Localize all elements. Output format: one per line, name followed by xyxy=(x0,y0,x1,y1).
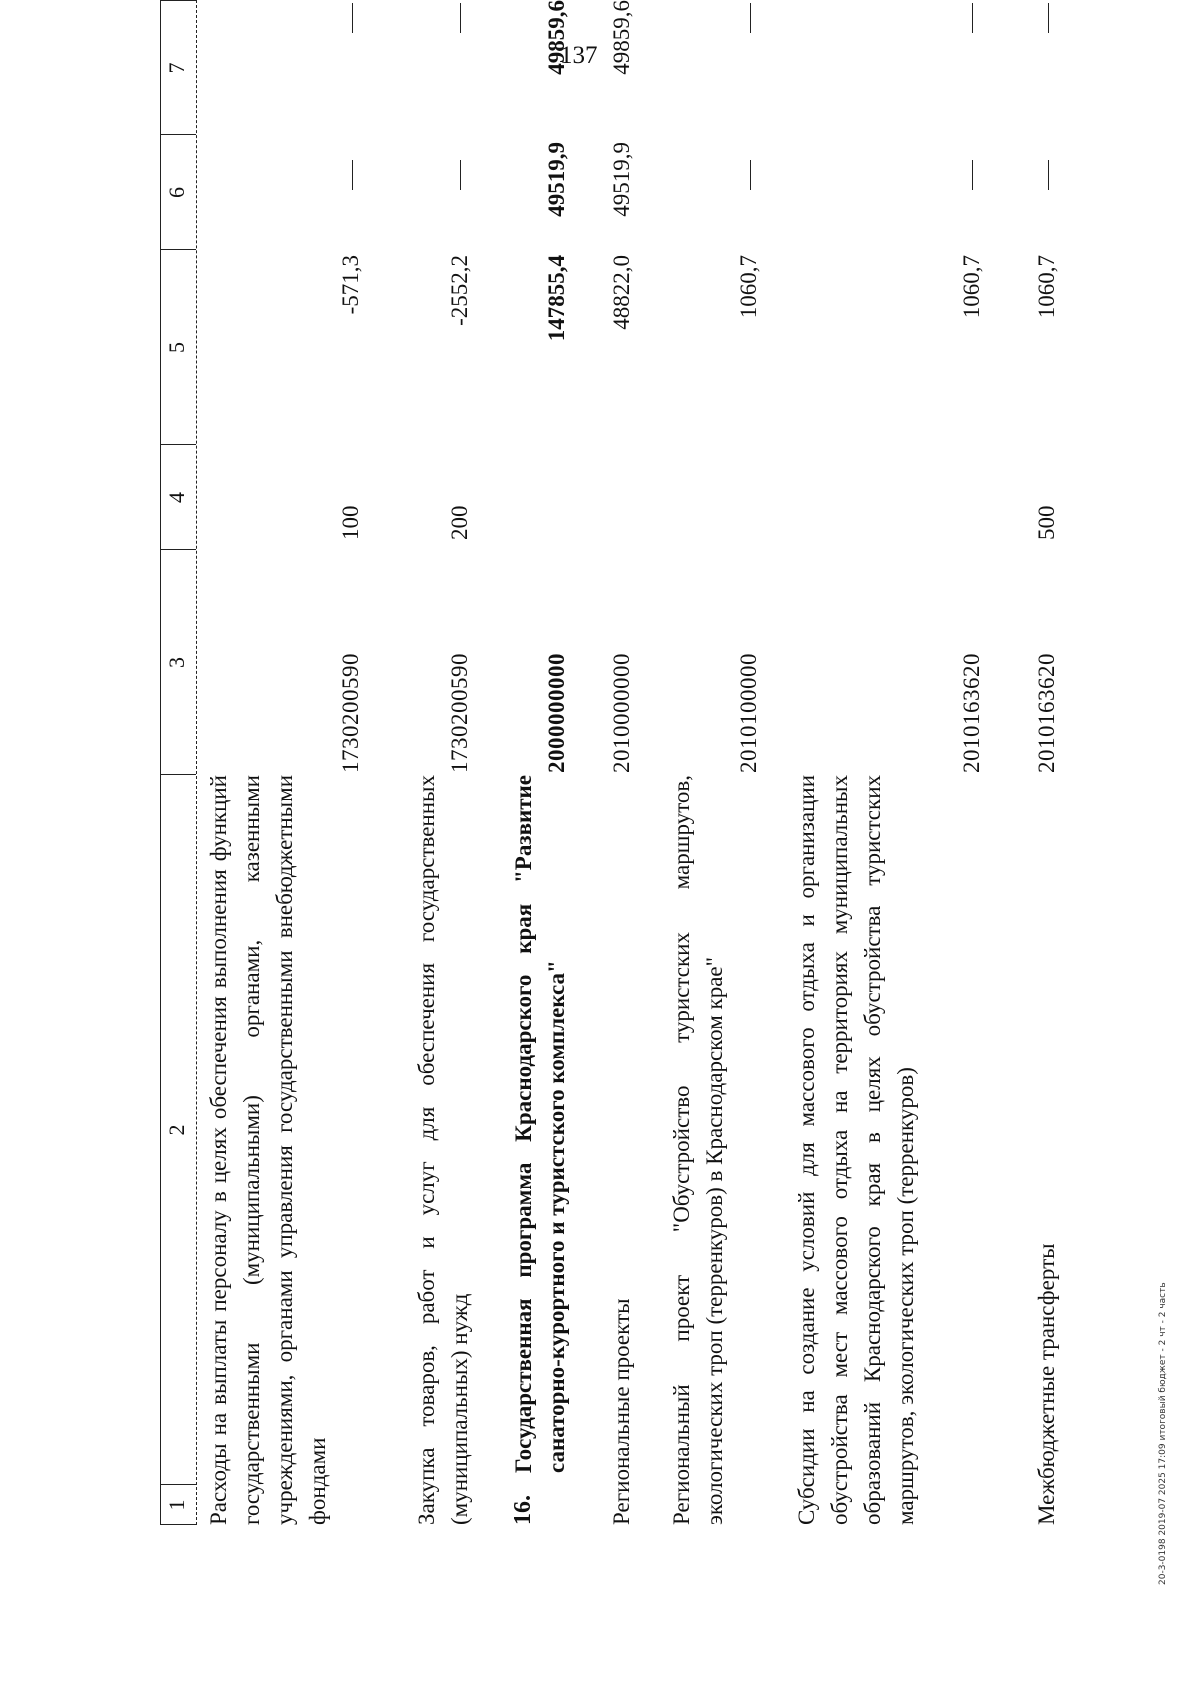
row-value-col5: -2552,2 xyxy=(447,255,472,326)
empty-dash xyxy=(750,160,751,190)
footer-file-stamp: 20-3-0198 2019-07 2025 17:09 итоговый бюджет - 2 чт - 2 часть xyxy=(1158,1282,1168,1585)
header-col-4: 4 xyxy=(164,492,189,503)
empty-dash xyxy=(460,3,461,33)
empty-dash xyxy=(972,160,973,190)
empty-dash xyxy=(352,3,353,33)
row-code: 2010000000 xyxy=(609,653,634,773)
row-code: 2010163620 xyxy=(959,653,984,773)
header-col-3: 3 xyxy=(164,657,189,668)
row-type: 500 xyxy=(1034,505,1059,540)
empty-dash xyxy=(1048,160,1049,190)
row-value-col6: 49519,9 xyxy=(609,142,634,217)
row-name: Межбюджетные трансферты xyxy=(1034,1243,1059,1525)
header-col-7: 7 xyxy=(164,62,189,74)
program-number: 16. xyxy=(510,1495,536,1525)
row-code: 2000000000 xyxy=(544,653,569,773)
row-type: 200 xyxy=(447,505,472,540)
empty-dash xyxy=(750,3,751,33)
row-value-col7: 49859,6 xyxy=(544,0,569,75)
empty-dash xyxy=(460,160,461,190)
row-value-col5: 1060,7 xyxy=(959,255,984,319)
row-name: Закупка товаров, работ и услуг для обеспечения государственных (муниципальных) нужд xyxy=(414,775,472,1525)
row-value-col7: 49859,6 xyxy=(609,0,634,75)
empty-dash xyxy=(972,3,973,33)
row-value-col5: 1060,7 xyxy=(1034,255,1059,319)
header-bottom-line xyxy=(196,0,197,1525)
row-value-col5: 1060,7 xyxy=(736,255,761,319)
row-name: Расходы на выплаты персоналу в целях обеспечения выполнения функций государственными (муниципальными) органами, казенными учреждениями, органами управления государственными внебюджетными фондами xyxy=(206,775,330,1525)
program-name: Государственная программа Краснодарского края "Развитие санаторно-курортного и туристского комплекса" xyxy=(511,775,569,1473)
program-title xyxy=(507,775,573,1525)
header-col-6: 6 xyxy=(164,187,189,198)
row-name: Региональные проекты xyxy=(609,1298,634,1525)
row-name: Субсидии на создание условий для массового отдыха и организации обустройства мест массового отдыха на территориях муниципальных образований Краснодарского края в целях обустройства туристских маршрутов, экологических троп (терренкуров) xyxy=(794,775,918,1525)
row-value-col5: -571,3 xyxy=(338,255,363,315)
row-value-col5: 48822,0 xyxy=(609,255,634,330)
header-col-2: 2 xyxy=(164,1124,189,1136)
row-code: 2010100000 xyxy=(736,653,761,773)
row-type: 100 xyxy=(338,505,363,540)
empty-dash xyxy=(1048,3,1049,33)
row-value-col6: 49519,9 xyxy=(544,142,569,217)
row-name: Региональный проект "Обустройство туристских маршрутов, экологических троп (терренкуров) в Краснодарском крае" xyxy=(669,775,727,1525)
budget-table xyxy=(160,0,1120,1525)
row-value-col5: 147855,4 xyxy=(544,255,569,342)
page-number: 137 xyxy=(560,42,598,69)
empty-dash xyxy=(352,160,353,190)
header-col-5: 5 xyxy=(164,342,189,353)
row-code: 2010163620 xyxy=(1034,653,1059,773)
row-code: 1730200590 xyxy=(338,653,363,773)
header-col-1: 1 xyxy=(164,1499,189,1511)
row-code: 1730200590 xyxy=(447,653,472,773)
header-top-line xyxy=(160,0,161,1525)
